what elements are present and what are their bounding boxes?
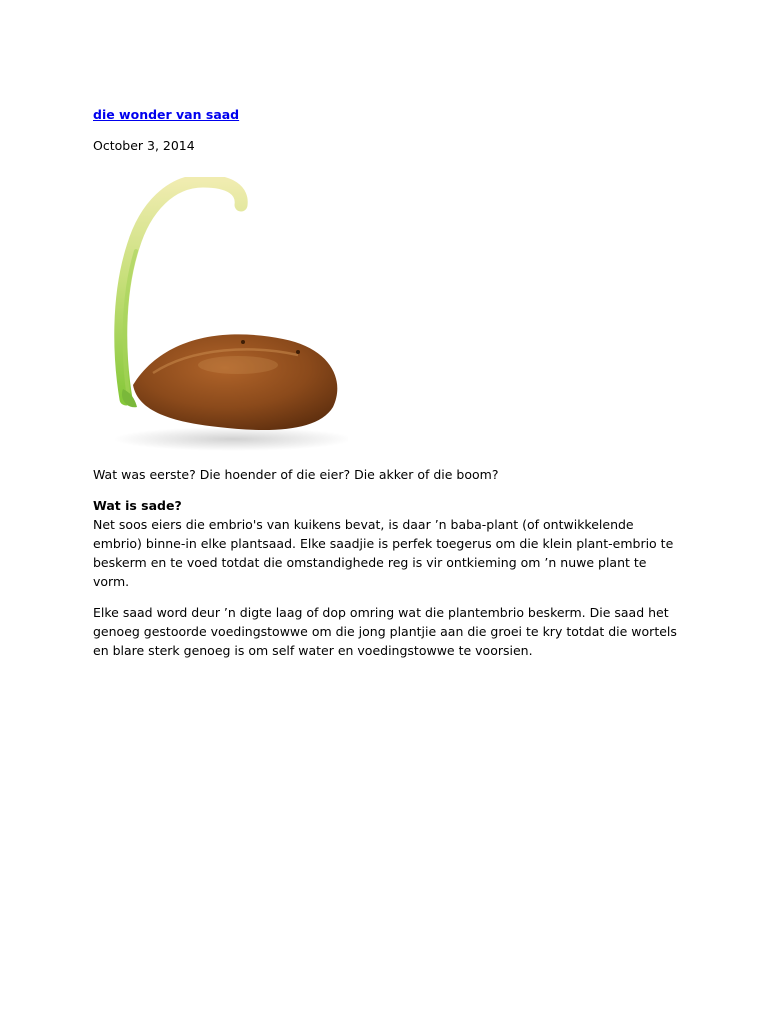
paragraph-2: Elke saad word deur ’n digte laag of dop omring wat die plantembrio beskerm. Die saad het genoeg gestoorde voedingstowwe om die jong plantjie aan die groei te kry totdat die wortels en blare sterk genoeg is om self water en voedingstowwe te voorsien. [93,605,677,658]
post-date: October 3, 2014 [93,138,195,153]
post-title-link[interactable]: die wonder van saad [93,107,240,122]
intro-text: Wat was eerste? Die hoender of die eier? Die akker of die boom? [93,467,499,482]
sprouting-seed-image [93,177,348,453]
section-heading: Wat is sade? [93,498,182,513]
paragraph-1: Net soos eiers die embrio's van kuikens bevat, is daar ’n baba-plant (of ontwikkelende embrio) binne-in elke plantsaad. Elke saadjie is perfek toegerus om die klein plant-embrio te beskerm en te voed totdat die omstandighede reg is vir ontkieming om ’n nuwe plant te vorm. [93,517,674,589]
article [93,105,683,660]
